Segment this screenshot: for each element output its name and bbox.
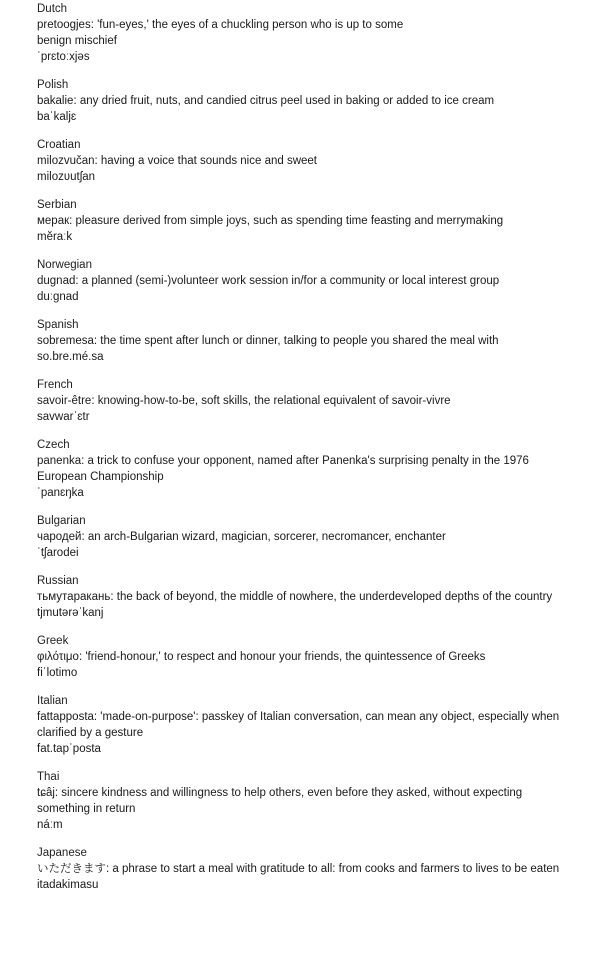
- entry-pronunciation: savwarˈɛtr: [37, 411, 90, 423]
- entry-language: Norwegian: [37, 259, 92, 271]
- entry-language: Serbian: [37, 199, 77, 211]
- entry-bulgarian: [37, 513, 600, 561]
- entry-pronunciation: ˈpanɛŋka: [37, 487, 84, 499]
- entry-language: Czech: [37, 439, 70, 451]
- entry-language: Dutch: [37, 3, 68, 15]
- entry-language: Spanish: [37, 319, 79, 331]
- entry-spanish: [37, 317, 600, 365]
- entry-pronunciation: ˈprɛtoːxjəs: [37, 51, 90, 63]
- entry-language: Croatian: [37, 139, 81, 151]
- entry-definition: tɕâj: sincere kindness and willingness to help others, even before they asked, without expecting something in return: [37, 787, 523, 815]
- entry-language: Bulgarian: [37, 515, 86, 527]
- entry-thai: [37, 769, 600, 833]
- entry-definition: sobremesa: the time spent after lunch or dinner, talking to people you shared the meal with: [37, 335, 499, 347]
- entry-pronunciation: fat.tapˈposta: [37, 743, 101, 755]
- entry-pronunciation: náːm: [37, 819, 63, 831]
- entry-language: French: [37, 379, 73, 391]
- entry-definition: чародей: an arch-Bulgarian wizard, magician, sorcerer, necromancer, enchanter: [37, 531, 446, 543]
- entry-pronunciation: baˈkaljɛ: [37, 111, 77, 123]
- entry-language: Japanese: [37, 847, 87, 859]
- entry-definition: dugnad: a planned (semi-)volunteer work session in/for a community or local interest group: [37, 275, 500, 287]
- entry-pronunciation: mĕraːk: [37, 231, 73, 243]
- entry-pronunciation: milozʋutʃan: [37, 171, 96, 183]
- entry-language: Polish: [37, 79, 69, 91]
- entry-definition: bakalie: any dried fruit, nuts, and candied citrus peel used in baking or added to ice cream: [37, 95, 495, 107]
- entry-definition: тьмутаракань: the back of beyond, the middle of nowhere, the underdeveloped depths of the country: [37, 591, 553, 603]
- entry-russian: [37, 573, 600, 621]
- entry-definition: fattapposta: 'made-on-purpose': passkey of Italian conversation, can mean any object, especially when clarified by a gesture: [37, 711, 560, 739]
- entry-norwegian: [37, 257, 600, 305]
- entry-serbian: [37, 197, 600, 245]
- entry-language: Greek: [37, 635, 69, 647]
- entry-pronunciation: tjmutərəˈkanj: [37, 607, 104, 619]
- entry-pronunciation: so.bre.mé.sa: [37, 351, 104, 363]
- entry-italian: [37, 693, 600, 757]
- entry-croatian: [37, 137, 600, 185]
- entry-language: Italian: [37, 695, 68, 707]
- entry-definition: φιλότιμο: 'friend-honour,' to respect and honour your friends, the quintessence of Greeks: [37, 651, 486, 663]
- entry-pronunciation: itadakimasu: [37, 879, 99, 891]
- entry-greek: [37, 633, 600, 681]
- entry-definition: いただきます: a phrase to start a meal with gratitude to all: from cooks and farmers to lives to be eaten: [37, 863, 560, 875]
- entry-japanese: [37, 845, 600, 893]
- entry-dutch: [37, 1, 600, 65]
- entry-pronunciation: fiˈlotimo: [37, 667, 78, 679]
- entry-language: Russian: [37, 575, 79, 587]
- entry-language: Thai: [37, 771, 60, 783]
- entry-french: [37, 377, 600, 425]
- entry-definition: panenka: a trick to confuse your opponent, named after Panenka's surprising penalty in the 1976 European Championship: [37, 455, 529, 483]
- entry-pronunciation: duːgnad: [37, 291, 79, 303]
- entry-definition: pretoogjes: 'fun-eyes,' the eyes of a chuckling person who is up to some benign mischief: [37, 19, 404, 47]
- entry-definition: мерак: pleasure derived from simple joys, such as spending time feasting and merrymaking: [37, 215, 504, 227]
- entry-pronunciation: ˈtʃarodei: [37, 547, 79, 559]
- entry-definition: milozvučan: having a voice that sounds nice and sweet: [37, 155, 317, 167]
- entry-polish: [37, 77, 600, 125]
- entry-definition: savoir-être: knowing-how-to-be, soft skills, the relational equivalent of savoir-vivre: [37, 395, 451, 407]
- entry-czech: [37, 437, 600, 501]
